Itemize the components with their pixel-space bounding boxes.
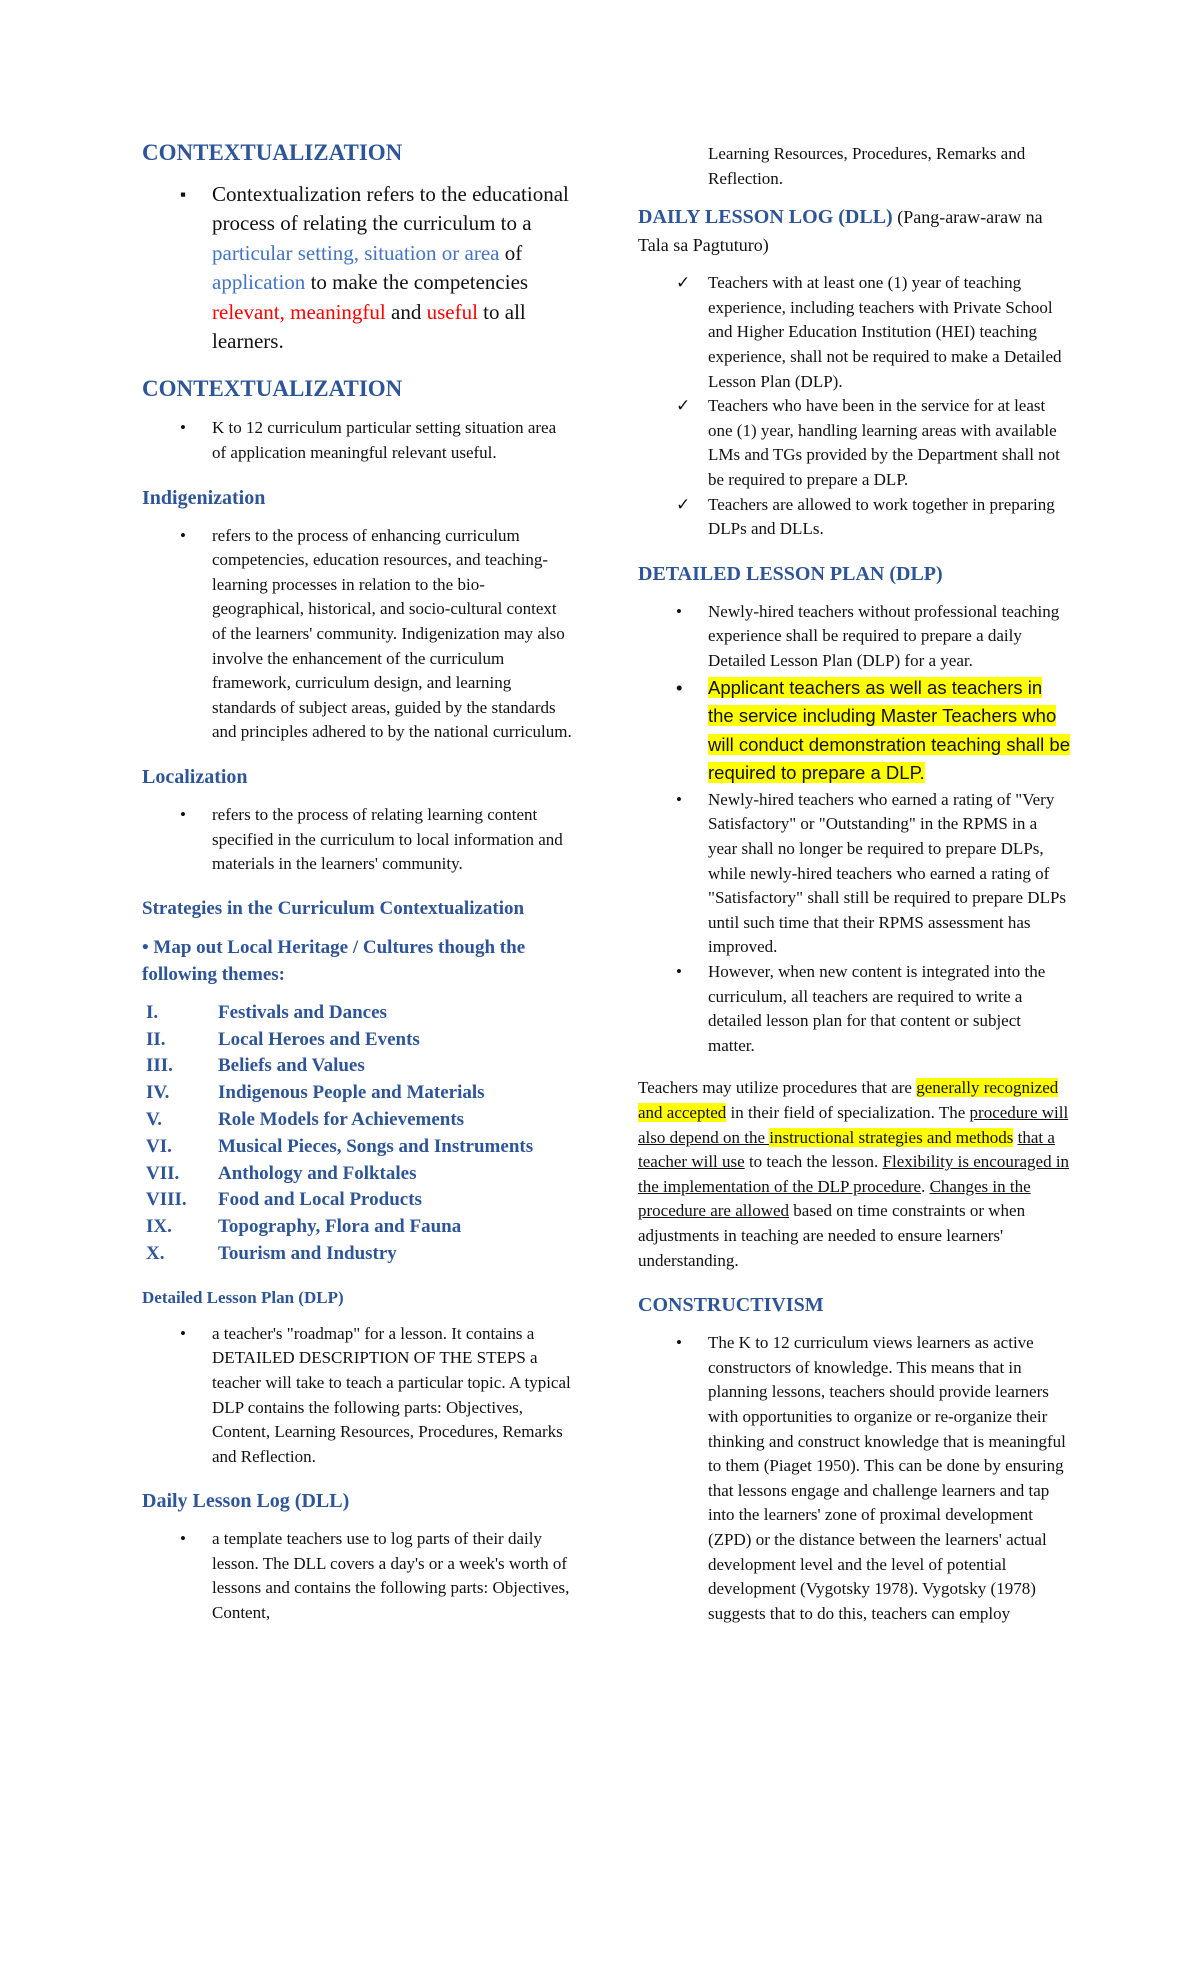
theme-label: Topography, Flora and Fauna bbox=[218, 1216, 462, 1238]
right-column bbox=[638, 142, 1070, 1644]
dot-bullet-icon: • bbox=[180, 525, 186, 545]
list-item bbox=[638, 960, 1070, 1058]
dll-heading-left: Daily Lesson Log (DLL) bbox=[142, 1490, 350, 1513]
highlighted-text: instructional strategies and methods bbox=[769, 1127, 1014, 1147]
theme-number: VI. bbox=[146, 1135, 172, 1157]
text-run-red: useful bbox=[426, 299, 478, 324]
list-item bbox=[638, 1331, 1070, 1626]
theme-label: Beliefs and Values bbox=[218, 1055, 365, 1077]
text-run: based on time constraints or when adjustments in teaching are needed to ensure learners' understanding. bbox=[638, 1201, 1026, 1270]
text-run: Contextualization refers to the educational process of relating the curriculum to a bbox=[212, 182, 569, 236]
check-item bbox=[638, 271, 1070, 394]
dll-heading-right bbox=[638, 203, 1070, 259]
constructivism-heading: CONSTRUCTIVISM bbox=[638, 1294, 824, 1317]
list-item bbox=[142, 524, 572, 745]
list-item bbox=[142, 1527, 572, 1625]
theme-number: VII. bbox=[146, 1162, 180, 1184]
theme-label: Festivals and Dances bbox=[218, 1001, 387, 1023]
list-item-text: refers to the process of relating learning content specified in the curriculum to local information and materials in the learners' community. bbox=[212, 804, 563, 874]
contextualization-list-1 bbox=[142, 180, 572, 356]
text-run: to teach the lesson. bbox=[744, 1152, 883, 1172]
list-item-text: The K to 12 curriculum views learners as active constructors of knowledge. This means that in planning lessons, teachers should provide learners with opportunities to organize or re-organize their thinking and construct knowledge that is meaningful to them (Piaget 1950). This can be done by ensuring that lessons engage and challenge learners and tap into the learners' zone of proximal development (ZPD) or the distance between the learners' actual development level and the level of potential development (Vygotsky 1978). Vygotsky (1978) suggests that to do this, teachers can employ bbox=[708, 1333, 1066, 1623]
theme-item bbox=[142, 1214, 572, 1241]
text-run: . bbox=[921, 1176, 930, 1196]
list-item-text: a teacher's "roadmap" for a lesson. It contains a DETAILED DESCRIPTION OF THE STEPS a teacher will take to teach a particular topic. A typical DLP contains the following parts: Objectives, Content, Learning Resources, Procedures, Remarks and Reflection. bbox=[212, 1323, 571, 1466]
dlp-list-left bbox=[142, 1322, 572, 1470]
check-item bbox=[638, 493, 1070, 542]
list-item bbox=[142, 803, 572, 877]
dll-heading-suffix: (Pang-araw-araw na Tala sa Pagtuturo) bbox=[638, 207, 1043, 256]
text-run: in their field of specialization. The bbox=[726, 1103, 970, 1122]
check-item-text: Teachers are allowed to work together in preparing DLPs and DLLs. bbox=[708, 494, 1055, 539]
theme-item bbox=[142, 1187, 572, 1214]
theme-number: IX. bbox=[146, 1216, 172, 1238]
theme-number: X. bbox=[146, 1242, 165, 1264]
theme-label: Anthology and Folktales bbox=[218, 1162, 417, 1184]
localization-heading: Localization bbox=[142, 765, 248, 788]
text-run: to make the competencies bbox=[305, 270, 529, 295]
theme-number: IV. bbox=[146, 1082, 170, 1104]
text-run-red: relevant, meaningful bbox=[212, 299, 386, 324]
list-item bbox=[142, 416, 572, 465]
dll-heading-text: DAILY LESSON LOG (DLL) bbox=[638, 206, 893, 229]
dot-bullet-icon: • bbox=[676, 962, 682, 982]
theme-item bbox=[142, 1161, 572, 1188]
check-mark-icon: ✓ bbox=[676, 396, 691, 416]
procedure-paragraph bbox=[638, 1076, 1070, 1273]
text-run-blue: particular setting, situation or area bbox=[212, 240, 500, 265]
dlp-heading-left: Detailed Lesson Plan (DLP) bbox=[142, 1287, 344, 1307]
theme-label: Local Heroes and Events bbox=[218, 1028, 420, 1050]
dot-bullet-icon: • bbox=[676, 789, 682, 809]
list-item-text: K to 12 curriculum particular setting situation area of application meaningful relevant useful. bbox=[212, 418, 557, 463]
theme-number: III. bbox=[146, 1055, 173, 1077]
theme-item bbox=[142, 1134, 572, 1161]
theme-item bbox=[142, 1107, 572, 1134]
list-item-text: However, when new content is integrated into the curriculum, all teachers are required to write a detailed lesson plan for that content or subject matter. bbox=[708, 962, 1046, 1055]
theme-number: V. bbox=[146, 1108, 163, 1130]
dot-bullet-icon: • bbox=[676, 1333, 682, 1353]
text-run: and bbox=[385, 299, 427, 324]
localization-list bbox=[142, 803, 572, 877]
list-item-text: a template teachers use to log parts of their daily lesson. The DLL covers a day's or a week's worth of lessons and contains the following parts: Objectives, Content, bbox=[212, 1529, 570, 1623]
list-item bbox=[142, 180, 572, 356]
list-item-text: Newly-hired teachers without professional teaching experience shall be required to prepare a daily Detailed Lesson Plan (DLP) for a year. bbox=[708, 601, 1060, 670]
indigenization-heading: Indigenization bbox=[142, 486, 266, 509]
left-column bbox=[142, 138, 572, 1644]
theme-number: I. bbox=[146, 1001, 159, 1023]
theme-label: Food and Local Products bbox=[218, 1189, 422, 1211]
highlighted-text: Applicant teachers as well as teachers in the service including Master Teachers who will conduct demonstration teaching shall be required to prepare a DLP. bbox=[708, 676, 1070, 784]
dot-bullet-icon: • bbox=[676, 601, 682, 621]
theme-number: II. bbox=[146, 1028, 166, 1050]
check-item-text: Teachers with at least one (1) year of teaching experience, including teachers with Private School and Higher Education Institution (HEI) teaching experience, shall not be required to make a Detailed Lesson Plan (DLP). bbox=[708, 273, 1062, 391]
constructivism-list bbox=[638, 1331, 1070, 1626]
check-mark-icon: ✓ bbox=[676, 494, 691, 514]
highlighted-text: generally recognized and accepted bbox=[638, 1078, 1059, 1122]
dot-bullet-icon: • bbox=[180, 1529, 186, 1549]
theme-label: Role Models for Achievements bbox=[218, 1108, 465, 1130]
map-heading: • Map out Local Heritage / Cultures though the following themes: bbox=[142, 936, 526, 985]
text-run: Teachers may utilize procedures that are bbox=[638, 1078, 917, 1098]
theme-label: Indigenous People and Materials bbox=[218, 1082, 485, 1104]
check-item bbox=[638, 394, 1070, 492]
underlined-text: Flexibility is encouraged in the implementation of the DLP procedure bbox=[638, 1152, 1070, 1196]
list-item bbox=[142, 1322, 572, 1470]
list-item bbox=[638, 600, 1070, 674]
check-item-text: Teachers who have been in the service for at least one (1) year, handling learning areas with available LMs and TGs provided by the Department shall not be required to prepare a DLP. bbox=[708, 396, 1060, 489]
underlined-text: Changes in the procedure are allowed bbox=[638, 1176, 1031, 1221]
list-item-text: refers to the process of enhancing curriculum competencies, education resources, and teaching-learning processes in relation to the bio-geographical, historical, and socio-cultural context of the learners' community. Indigenization may also involve the enhancement of the curriculum framework, curriculum design, and learning standards of subject areas, guided by the standards and principles adhered to by the national curriculum. bbox=[212, 525, 572, 742]
list-item-text: Newly-hired teachers who earned a rating of "Very Satisfactory" or "Outstanding" in the RPMS in a year shall no longer be required to prepare DLPs, while newly-hired teachers who earned a rating of "Satisfactory" shall still be required to prepare DLPs until such time that their RPMS assessment has improved. bbox=[708, 789, 1067, 957]
contextualization-heading-1: CONTEXTUALIZATION bbox=[142, 140, 403, 165]
dlp-list-right bbox=[638, 600, 1070, 1059]
theme-label: Tourism and Industry bbox=[218, 1242, 397, 1264]
text-run-blue: application bbox=[212, 270, 306, 295]
theme-number: VIII. bbox=[146, 1189, 187, 1211]
list-item-highlighted bbox=[638, 674, 1070, 788]
underlined-text: procedure will also depend on the bbox=[638, 1103, 1069, 1147]
text-run: of bbox=[499, 240, 523, 265]
contextualization-heading-2: CONTEXTUALIZATION bbox=[142, 376, 403, 402]
underlined-text: that a teacher will use bbox=[638, 1127, 1055, 1172]
themes-list bbox=[142, 1000, 572, 1268]
theme-item bbox=[142, 1000, 572, 1027]
theme-item bbox=[142, 1241, 572, 1268]
dll-checklist bbox=[638, 271, 1070, 542]
text-run: to all learners. bbox=[212, 299, 526, 354]
dlp-heading-right: DETAILED LESSON PLAN (DLP) bbox=[638, 562, 943, 585]
list-item bbox=[638, 788, 1070, 960]
dot-bullet-icon: • bbox=[180, 804, 186, 824]
strategies-heading: Strategies in the Curriculum Contextualization bbox=[142, 897, 525, 919]
theme-label: Musical Pieces, Songs and Instruments bbox=[218, 1135, 534, 1157]
square-bullet-icon: ▪ bbox=[180, 185, 187, 204]
dot-bullet-icon: • bbox=[676, 676, 683, 698]
indigenization-list bbox=[142, 524, 572, 745]
check-mark-icon: ✓ bbox=[676, 273, 691, 293]
theme-item bbox=[142, 1027, 572, 1054]
contextualization-list-2 bbox=[142, 416, 572, 465]
dll-list-left bbox=[142, 1527, 572, 1625]
dot-bullet-icon: • bbox=[180, 418, 186, 438]
dot-bullet-icon: • bbox=[180, 1323, 186, 1343]
theme-item bbox=[142, 1080, 572, 1107]
dll-continued-text: Learning Resources, Procedures, Remarks and Reflection. bbox=[708, 144, 1026, 188]
theme-item bbox=[142, 1053, 572, 1080]
